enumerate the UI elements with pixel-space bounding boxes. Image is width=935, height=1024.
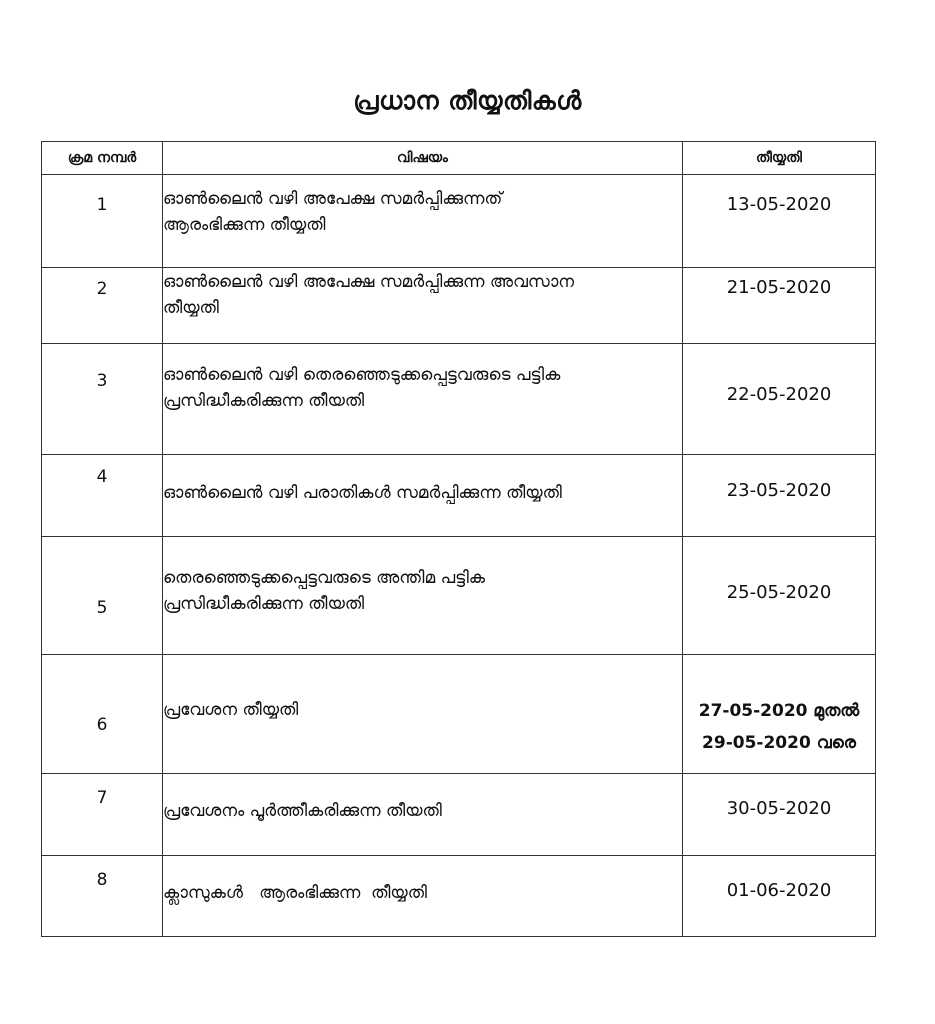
table-row <box>42 455 876 537</box>
header-date: തീയ്യതി <box>683 142 876 175</box>
row-subject-cell <box>163 537 683 655</box>
row-subject-cell <box>163 344 683 455</box>
table-row <box>42 344 876 455</box>
row-date-cell <box>683 856 876 937</box>
row-number: 3 <box>96 371 108 391</box>
table-row <box>42 268 876 344</box>
header-subject: വിഷയം <box>163 142 683 175</box>
row-subject-line: പ്രവേശന തീയ്യതി <box>163 700 299 720</box>
row-number: 8 <box>96 870 108 890</box>
row-subject-line: ഓൺലൈൻ വഴി അപേക്ഷ സമർപ്പിക്കുന്ന അവസാന <box>163 272 575 292</box>
table-row <box>42 175 876 268</box>
row-date: 27-05-2020 മുതൽ <box>698 701 860 721</box>
row-date: 13-05-2020 <box>726 194 832 215</box>
row-number: 2 <box>96 279 108 299</box>
row-number-cell <box>42 655 163 774</box>
row-subject-line: പ്രസിദ്ധീകരിക്കുന്ന തീയതി <box>163 391 365 411</box>
row-subject-cell <box>163 655 683 774</box>
page-title: പ്രധാന തീയ്യതികൾ <box>353 86 582 115</box>
row-subject-cell <box>163 455 683 537</box>
row-number-cell <box>42 175 163 268</box>
row-subject-cell <box>163 175 683 268</box>
row-date-cell <box>683 774 876 856</box>
table-header-row <box>42 142 876 175</box>
row-subject-line: ഓൺലൈൻ വഴി പരാതികൾ സമർപ്പിക്കുന്ന തീയ്യതി <box>163 483 562 503</box>
row-subject-cell <box>163 856 683 937</box>
row-date-cell <box>683 455 876 537</box>
row-subject-line: ഓൺലൈൻ വഴി അപേക്ഷ സമർപ്പിക്കുന്നത് <box>163 189 503 209</box>
row-number: 5 <box>96 598 108 618</box>
row-date: 29-05-2020 വരെ <box>702 733 856 753</box>
row-number-cell <box>42 774 163 856</box>
row-subject-line: ഓൺലൈൻ വഴി തെരഞ്ഞെടുക്കപ്പെട്ടവരുടെ പട്ടിക <box>163 365 561 385</box>
row-date-cell <box>683 175 876 268</box>
row-subject-cell <box>163 774 683 856</box>
row-subject-line: ആരംഭിക്കുന്ന തീയ്യതി <box>163 215 326 235</box>
row-subject-line: പ്രവേശനം പൂർത്തീകരിക്കുന്ന തീയതി <box>163 801 442 821</box>
row-number: 7 <box>96 788 108 808</box>
table-row <box>42 774 876 856</box>
row-date: 25-05-2020 <box>726 582 832 603</box>
row-date: 22-05-2020 <box>726 384 832 405</box>
table-row <box>42 655 876 774</box>
row-number: 6 <box>96 715 108 735</box>
row-number: 4 <box>96 467 108 487</box>
row-number-cell <box>42 537 163 655</box>
row-date-cell <box>683 268 876 344</box>
row-subject-line: പ്രസിദ്ധീകരിക്കുന്ന തീയതി <box>163 594 365 614</box>
row-date-cell <box>683 537 876 655</box>
row-subject-line: തീയ്യതി <box>163 298 219 318</box>
table-row <box>42 537 876 655</box>
row-date: 01-06-2020 <box>726 880 832 901</box>
row-number-cell <box>42 455 163 537</box>
row-subject-line: തെരഞ്ഞെടുക്കപ്പെട്ടവരുടെ അന്തിമ പട്ടിക <box>163 568 485 588</box>
row-date-cell <box>683 344 876 455</box>
row-date: 23-05-2020 <box>726 480 832 501</box>
row-subject-line: ക്ലാസുകൾ ആരംഭിക്കുന്ന തീയ്യതി <box>163 883 427 903</box>
row-number-cell <box>42 344 163 455</box>
header-serial-number: ക്രമ നമ്പർ <box>42 142 163 175</box>
row-number-cell <box>42 268 163 344</box>
row-date-cell <box>683 655 876 774</box>
row-date: 21-05-2020 <box>726 277 832 298</box>
table-row <box>42 856 876 937</box>
row-number: 1 <box>96 195 108 215</box>
row-date: 30-05-2020 <box>726 798 832 819</box>
schedule-table <box>41 141 876 937</box>
row-number-cell <box>42 856 163 937</box>
row-subject-cell <box>163 268 683 344</box>
